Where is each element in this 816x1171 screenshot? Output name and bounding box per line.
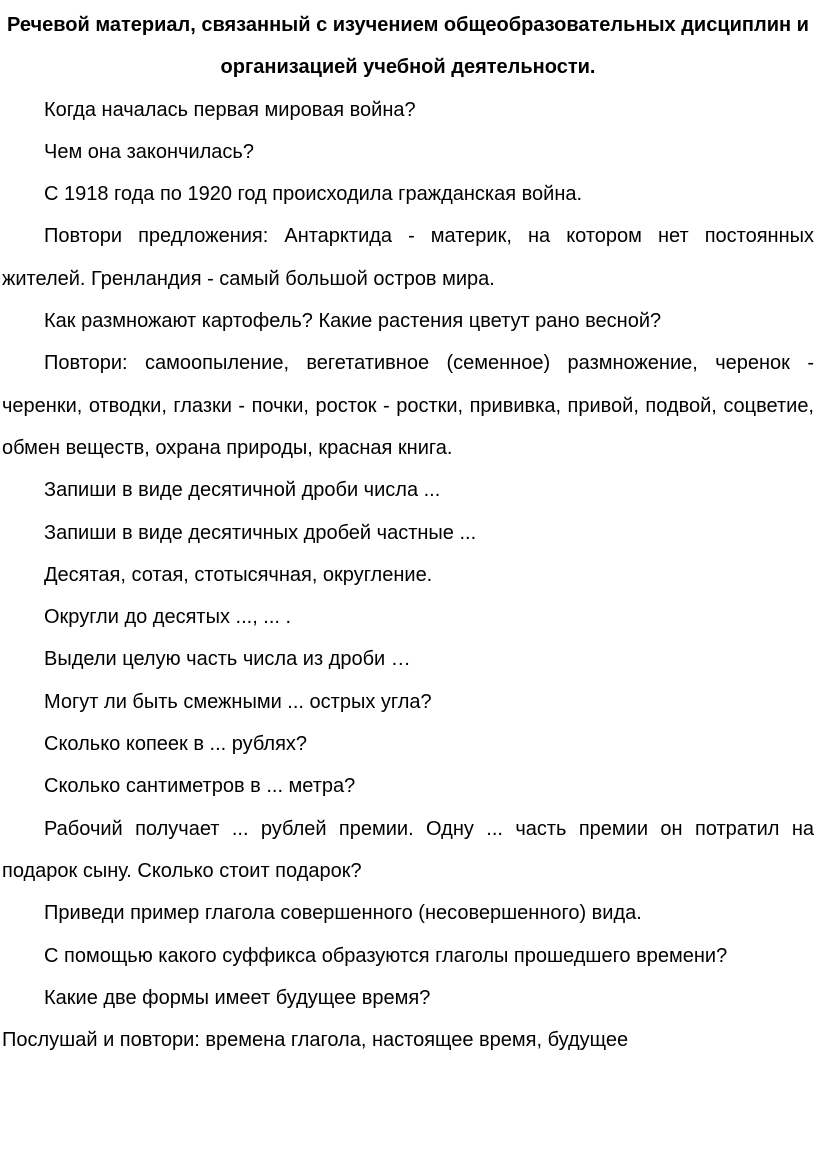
paragraph-16: Приведи пример глагола совершенного (несовершенного) вида.: [44, 902, 642, 925]
paragraph-5: Как размножают картофель? Какие растения цветут рано весной?: [44, 310, 662, 333]
paragraph-12: Могут ли быть смежными ... острых угла?: [44, 690, 432, 713]
paragraph-17: С помощью какого суффикса образуются глаголы прошедшего времени?: [44, 944, 728, 967]
paragraph-9: Десятая, сотая, стотысячная, округление.: [44, 563, 433, 586]
paragraph-2: Чем она закончилась?: [44, 140, 254, 163]
paragraph-7: Запиши в виде десятичной дроби числа ...: [44, 479, 441, 502]
paragraph-6: Повтори: самоопыление, вегетативное (семенное) размножение, черенок - черенки, отводки, глазки - почки, росток - ростки, прививка, привой, подвой, соцветие, обмен веществ, охрана природы, красная книга.: [2, 352, 814, 459]
paragraph-13: Сколько копеек в ... рублях?: [44, 733, 308, 756]
document-title: Речевой материал, связанный с изучением общеобразовательных дисциплин и организацией учебной деятельности.: [7, 14, 809, 79]
paragraph-18: Какие две формы имеет будущее время?: [44, 986, 431, 1009]
paragraph-15: Рабочий получает ... рублей премии. Одну ... часть премии он потратил на подарок сыну. Сколько стоит подарок?: [2, 817, 814, 882]
paragraph-11: Выдели целую часть числа из дроби …: [44, 648, 411, 671]
paragraph-10: Округли до десятых ..., ... .: [44, 606, 292, 629]
paragraph-4: Повтори предложения: Антарктида - материк, на котором нет постоянных жителей. Гренландия - самый большой остров мира.: [2, 225, 814, 290]
paragraph-19: Послушай и повтори: времена глагола, настоящее время, будущее: [2, 1029, 629, 1052]
paragraph-3: С 1918 года по 1920 год происходила гражданская война.: [44, 183, 583, 206]
paragraph-8: Запиши в виде десятичных дробей частные ...: [44, 521, 477, 544]
paragraph-1: Когда началась первая мировая война?: [44, 98, 416, 121]
paragraph-14: Сколько сантиметров в ... метра?: [44, 775, 356, 798]
